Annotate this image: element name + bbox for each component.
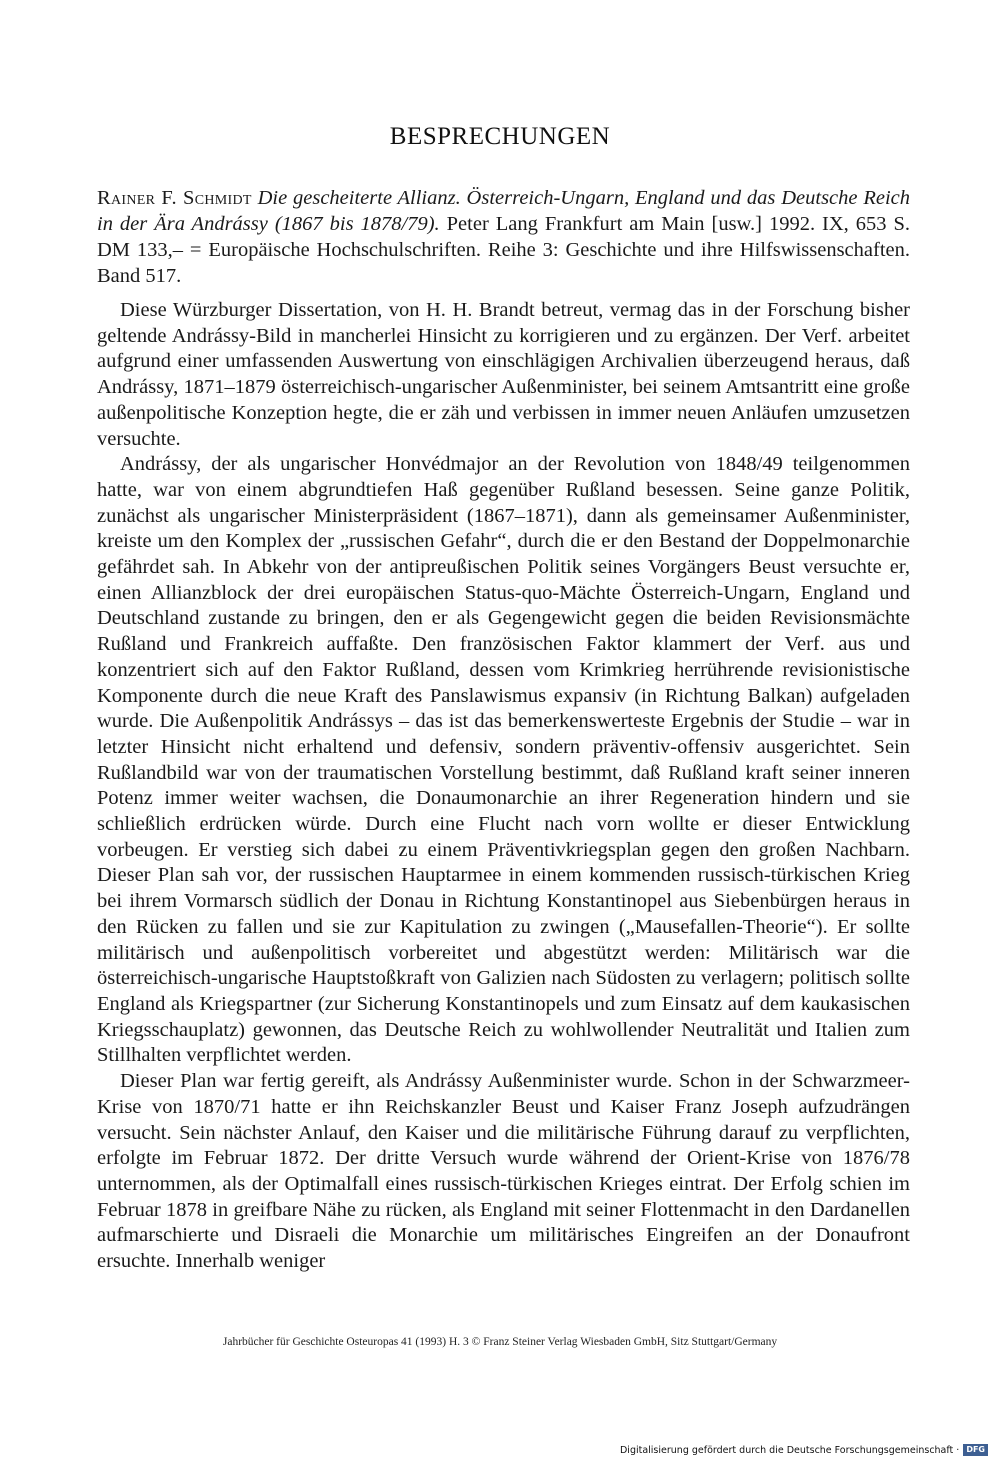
review-paragraph: Dieser Plan war fertig gereift, als Andrássy Außenminister wurde. Schon in der Schwarzmeer-Krise von 1870/71 hatte er ihn Reichskanzler Beust und Kaiser Franz Joseph aufzudrängen versucht. Sein nächster Anlauf, den Kaiser und die militärische Führung darauf zu verpflichten, erfolgte im Februar 1872. Der dritte Versuch wurde während der Orient-Krise von 1876/78 unternommen, als der Optimalfall eines russisch-türkischen Krieges eintrat. Der Erfolg schien im Februar 1878 in greifbare Nähe zu rücken, als England mit seiner Flottenmacht in den Dardanellen aufmarschierte und Disraeli die Monarchie um militärisches Eingreifen an der Donaufront ersuchte. Innerhalb weniger — [97, 1070, 910, 1273]
review-paragraph: Andrássy, der als ungarischer Honvédmajor an der Revolution von 1848/49 teilgenommen hatte, war von einem abgrundtiefen Haß gegenüber Rußland besessen. Seine ganze Politik, zunächst als ungarischer Ministerpräsident (1867–1871), dann als gemeinsamer Außenminister, kreiste um den Komplex der „russischen Gefahr“, durch die er den Bestand der Doppelmonarchie gefährdet sah. In Abkehr von der antipreußischen Politik seines Vorgängers Beust versuchte er, einen Allianzblock der drei europäischen Status-quo-Mächte Österreich-Ungarn, England und Deutschland zustande zu bringen, den er als Gegengewicht gegen die beiden Revisionsmächte Rußland und Frankreich auffaßte. Den französischen Faktor klammert der Verf. aus und konzentriert sich auf den Faktor Rußland, dessen vom Krimkrieg herrührende revisionistische Komponente durch die neue Kraft des Panslawismus expansiv (in Richtung Balkan) aufgeladen wurde. Die Außenpolitik Andrássys – das ist das bemerkenswerteste Ergebnis der Studie – war in letzter Hinsicht nicht erhaltend und defensiv, sondern präventiv-offensiv ausgerichtet. Sein Rußlandbild war von der traumatischen Vorstellung bestimmt, daß Rußland kraft seiner inneren Potenz immer weiter wachsen, die Donaumonarchie an ihrer Regeneration hindern und sie schließlich erdrücken würde. Durch eine Flucht nach vorn wollte er dieser Entwicklung vorbeugen. Er verstieg sich dabei zu einem Präventivkriegsplan gegen den großen Nachbarn. Dieser Plan sah vor, der russischen Hauptarmee in einem kommenden russisch-türkischen Krieg bei ihrem Vormarsch südlich der Donau in Richtung Konstantinopel aus Siebenbürgen heraus in den Rücken zu fallen und sie zur Kapitulation zu zwingen („Mausefallen-Theorie“). Er sollte militärisch und außenpolitisch vorbereitet und abgestützt werden: Militärisch war die österreichisch-ungarische Hauptstoßkraft von Galizien nach Südosten zu verlagern; politisch sollte England als Kriegspartner (zur Sicherung Konstantinopels und zum Einsatz auf dem kaukasischen Kriegsschauplatz) gewonnen, das Deutsche Reich zu wohlwollender Neutralität und Italien zum Stillhalten verpflichtet werden. — [97, 453, 910, 1067]
digitization-note: Digitalisierung gefördert durch die Deutsche Forschungsgemeinschaft · — [619, 1444, 960, 1456]
book-citation — [97, 185, 910, 289]
review-paragraph: Diese Würzburger Dissertation, von H. H. Brandt betreut, vermag das in der Forschung bisher geltende Andrássy-Bild in mancherlei Hinsicht zu korrigieren und zu ergänzen. Der Verf. arbeitet aufgrund einer umfassenden Auswertung von einschlägigen Archivalien überzeugend heraus, daß Andrássy, 1871–1879 österreichisch-ungarischer Außenminister, bei seinem Amtsantritt eine große außenpolitische Konzeption hegte, die er zäh und verbissen in immer neuen Anläufen umzusetzen versuchte. — [97, 299, 910, 450]
citation-author: Rainer F. Schmidt — [97, 187, 252, 209]
citation-details: Peter Lang Frankfurt am Main [usw.] 1992. IX, 653 S. DM 133,– = Europäische Hochschulschriften. Reihe 3: Geschichte und ihre Hilfswissenschaften. Band 517. — [97, 213, 911, 287]
dfg-logo-icon: DFG — [963, 1444, 988, 1456]
digitization-banner — [620, 1444, 988, 1456]
citation-title: Die gescheiterte Allianz. Österreich-Ungarn, England und das Deutsche Reich in der Ära Andrássy (1867 bis 1878/79). — [97, 187, 911, 235]
review-body — [97, 298, 910, 1275]
journal-footer: Jahrbücher für Geschichte Osteuropas 41 (1993) H. 3 © Franz Steiner Verlag Wiesbaden GmbH, Sitz Stuttgart/Germany — [222, 1336, 778, 1348]
section-heading: BESPRECHUNGEN — [389, 123, 611, 150]
